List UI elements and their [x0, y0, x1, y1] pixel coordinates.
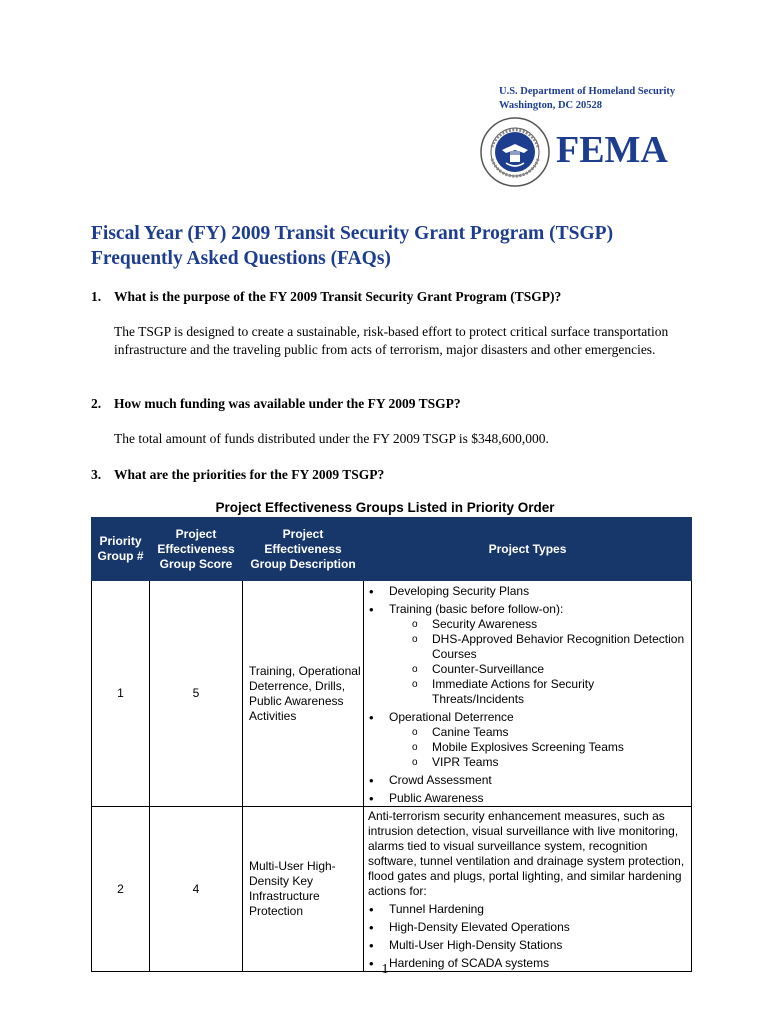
fema-logo: FEMA	[556, 129, 668, 171]
page-number: 1	[381, 962, 389, 977]
faq-answer-2: The total amount of funds distributed under the FY 2009 TSGP is $348,600,000.	[114, 431, 549, 446]
faq-question-1	[91, 288, 561, 305]
faq-question-2	[91, 395, 461, 412]
sub-list-item: o VIPR Teams	[389, 755, 687, 770]
sub-list	[389, 617, 687, 707]
project-types-cell	[364, 581, 692, 807]
title-line-1: Fiscal Year (FY) 2009 Transit Security Grant Program (TSGP)	[91, 223, 614, 244]
group-description-cell: Training, Operational Deterrence, Drills, Public Awareness Activities	[243, 581, 364, 807]
project-types-cell	[364, 807, 692, 972]
faq-question-3	[91, 466, 384, 483]
priority-group-cell: 2	[92, 807, 150, 972]
faq-question-text-3: What are the priorities for the FY 2009 TSGP?	[114, 467, 385, 482]
faq-answer-1: The TSGP is designed to create a sustainable, risk-based effort to protect critical surface transportation infrastructure and the traveling public from acts of terrorism, major disasters and other emergencies.	[114, 324, 669, 357]
title-line-2: Frequently Asked Questions (FAQs)	[91, 248, 391, 269]
sub-list	[389, 725, 687, 770]
faq-question-text-1: What is the purpose of the FY 2009 Transit Security Grant Program (TSGP)?	[114, 289, 562, 304]
sub-list-item: o Immediate Actions for Security Threats/Incidents	[389, 677, 687, 707]
document-title	[91, 221, 613, 271]
table-caption: Project Effectiveness Groups Listed in Priority Order	[215, 500, 555, 515]
header-group-description: Project Effectiveness Group Description	[243, 518, 364, 581]
sub-list-item: o Mobile Explosives Screening Teams	[389, 740, 687, 755]
agency-address	[499, 85, 675, 113]
table-header-row	[92, 518, 692, 581]
header-priority-group: Priority Group #	[92, 518, 150, 581]
list-item-label: Training (basic before follow-on):	[389, 602, 564, 616]
project-types-intro: Anti-terrorism security enhancement measures, such as intrusion detection, visual surveillance with live monitoring, alarms tied to visual surveillance system, recognition software, tunnel ventilation and drainage system protection, flood gates and plugs, portal lighting, and similar hardening actions for:	[368, 809, 685, 898]
priority-group-cell: 1	[92, 581, 150, 807]
list-item	[368, 602, 687, 707]
list-item: • Hardening of SCADA systems	[368, 956, 687, 971]
list-item: • Crowd Assessment	[368, 773, 687, 788]
faq-number-2: 2.	[91, 396, 102, 411]
priority-table	[91, 517, 692, 972]
table-row	[92, 807, 692, 972]
faq-question-text-2: How much funding was available under the FY 2009 TSGP?	[114, 396, 461, 411]
group-score-cell: 5	[150, 581, 243, 807]
faq-number-3: 3.	[91, 467, 102, 482]
list-item: • High-Density Elevated Operations	[368, 920, 687, 935]
list-item: • Public Awareness	[368, 791, 687, 806]
list-item: • Developing Security Plans	[368, 584, 687, 599]
sub-list-item: o DHS-Approved Behavior Recognition Detection Courses	[389, 632, 687, 662]
header-project-types: Project Types	[364, 518, 692, 581]
project-types-list	[368, 902, 687, 971]
group-description-cell: Multi-User High-Density Key Infrastructure Protection	[243, 807, 364, 972]
list-item-label: Operational Deterrence	[389, 710, 514, 724]
project-types-list	[368, 584, 687, 806]
sub-list-item: o Security Awareness	[389, 617, 687, 632]
header-group-score: Project Effectiveness Group Score	[150, 518, 243, 581]
table-row	[92, 581, 692, 807]
dhs-seal-icon	[480, 117, 550, 187]
list-item: • Tunnel Hardening	[368, 902, 687, 917]
agency-name: U.S. Department of Homeland Security	[499, 86, 676, 97]
group-score-cell: 4	[150, 807, 243, 972]
sub-list-item: o Canine Teams	[389, 725, 687, 740]
agency-city: Washington, DC 20528	[499, 100, 602, 111]
list-item: • Multi-User High-Density Stations	[368, 938, 687, 953]
sub-list-item: o Counter-Surveillance	[389, 662, 687, 677]
list-item	[368, 710, 687, 770]
faq-number-1: 1.	[91, 289, 102, 304]
